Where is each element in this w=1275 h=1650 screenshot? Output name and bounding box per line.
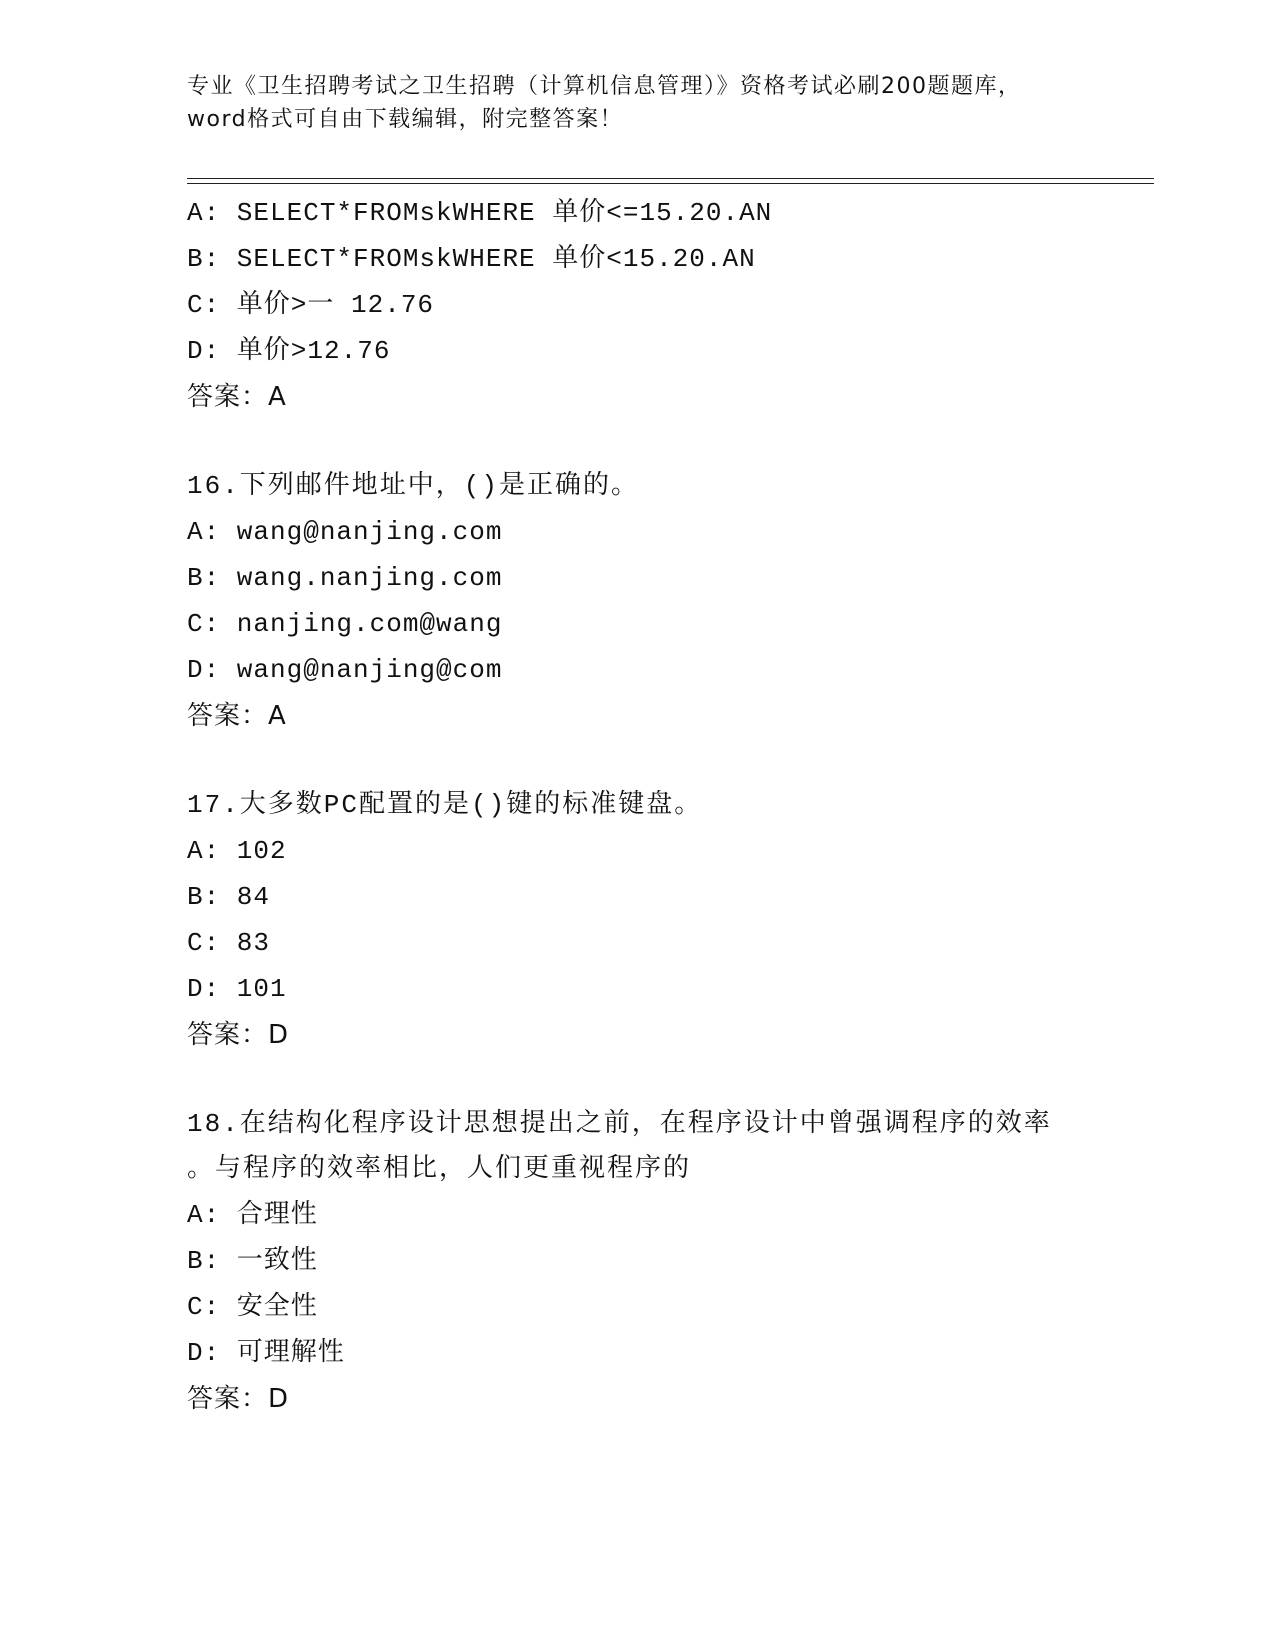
- header-divider-top: [187, 178, 1154, 179]
- question-18-option-b: B: 一致性: [187, 1246, 318, 1276]
- question-15-option-a: A: SELECT*FROMskWHERE 单价<=15.20.AN: [187, 198, 773, 228]
- document-header: [187, 70, 1087, 136]
- question-18-answer: 答案：D: [187, 1384, 290, 1414]
- header-title-line-1: 专业《卫生招聘考试之卫生招聘（计算机信息管理）》资格考试必刷200题题库，: [187, 74, 1022, 99]
- question-18-block: [187, 1102, 1117, 1422]
- question-16-answer: 答案：A: [187, 701, 287, 731]
- question-15-option-c: C: 单价>一 12.76: [187, 290, 435, 320]
- question-17-text: 17.大多数PC配置的是()键的标准键盘。: [187, 790, 703, 820]
- question-15-block: [187, 190, 1117, 420]
- spacer: [187, 739, 1117, 783]
- question-17-option-d: D: 101: [187, 974, 287, 1004]
- question-18-option-a: A: 合理性: [187, 1200, 318, 1230]
- question-17-option-c: C: 83: [187, 928, 271, 958]
- question-18-text-line-2: 。与程序的效率相比，人们更重视程序的: [187, 1154, 692, 1184]
- question-15-answer: 答案：A: [187, 382, 287, 412]
- question-16-text: 16.下列邮件地址中，()是正确的。: [187, 471, 640, 501]
- question-18-text-line-1: 18.在结构化程序设计思想提出之前，在程序设计中曾强调程序的效率: [187, 1109, 1052, 1139]
- question-15-option-d: D: 单价>12.76: [187, 336, 391, 366]
- header-title-line-2: word格式可自由下载编辑，附完整答案！: [187, 107, 624, 132]
- spacer: [187, 1058, 1117, 1102]
- question-17-option-a: A: 102: [187, 836, 287, 866]
- question-16-option-d: D: wang@nanjing@com: [187, 655, 503, 685]
- question-16-option-c: C: nanjing.com@wang: [187, 609, 503, 639]
- question-15-option-b: B: SELECT*FROMskWHERE 单价<15.20.AN: [187, 244, 756, 274]
- question-18-option-c: C: 安全性: [187, 1292, 318, 1322]
- question-list: [187, 190, 1117, 1422]
- question-18-option-d: D: 可理解性: [187, 1338, 345, 1368]
- question-17-block: [187, 783, 1117, 1058]
- question-17-option-b: B: 84: [187, 882, 271, 912]
- question-16-block: [187, 464, 1117, 739]
- header-divider-bottom: [187, 183, 1154, 184]
- question-16-option-b: B: wang.nanjing.com: [187, 563, 503, 593]
- question-17-answer: 答案：D: [187, 1020, 290, 1050]
- spacer: [187, 420, 1117, 464]
- question-16-option-a: A: wang@nanjing.com: [187, 517, 503, 547]
